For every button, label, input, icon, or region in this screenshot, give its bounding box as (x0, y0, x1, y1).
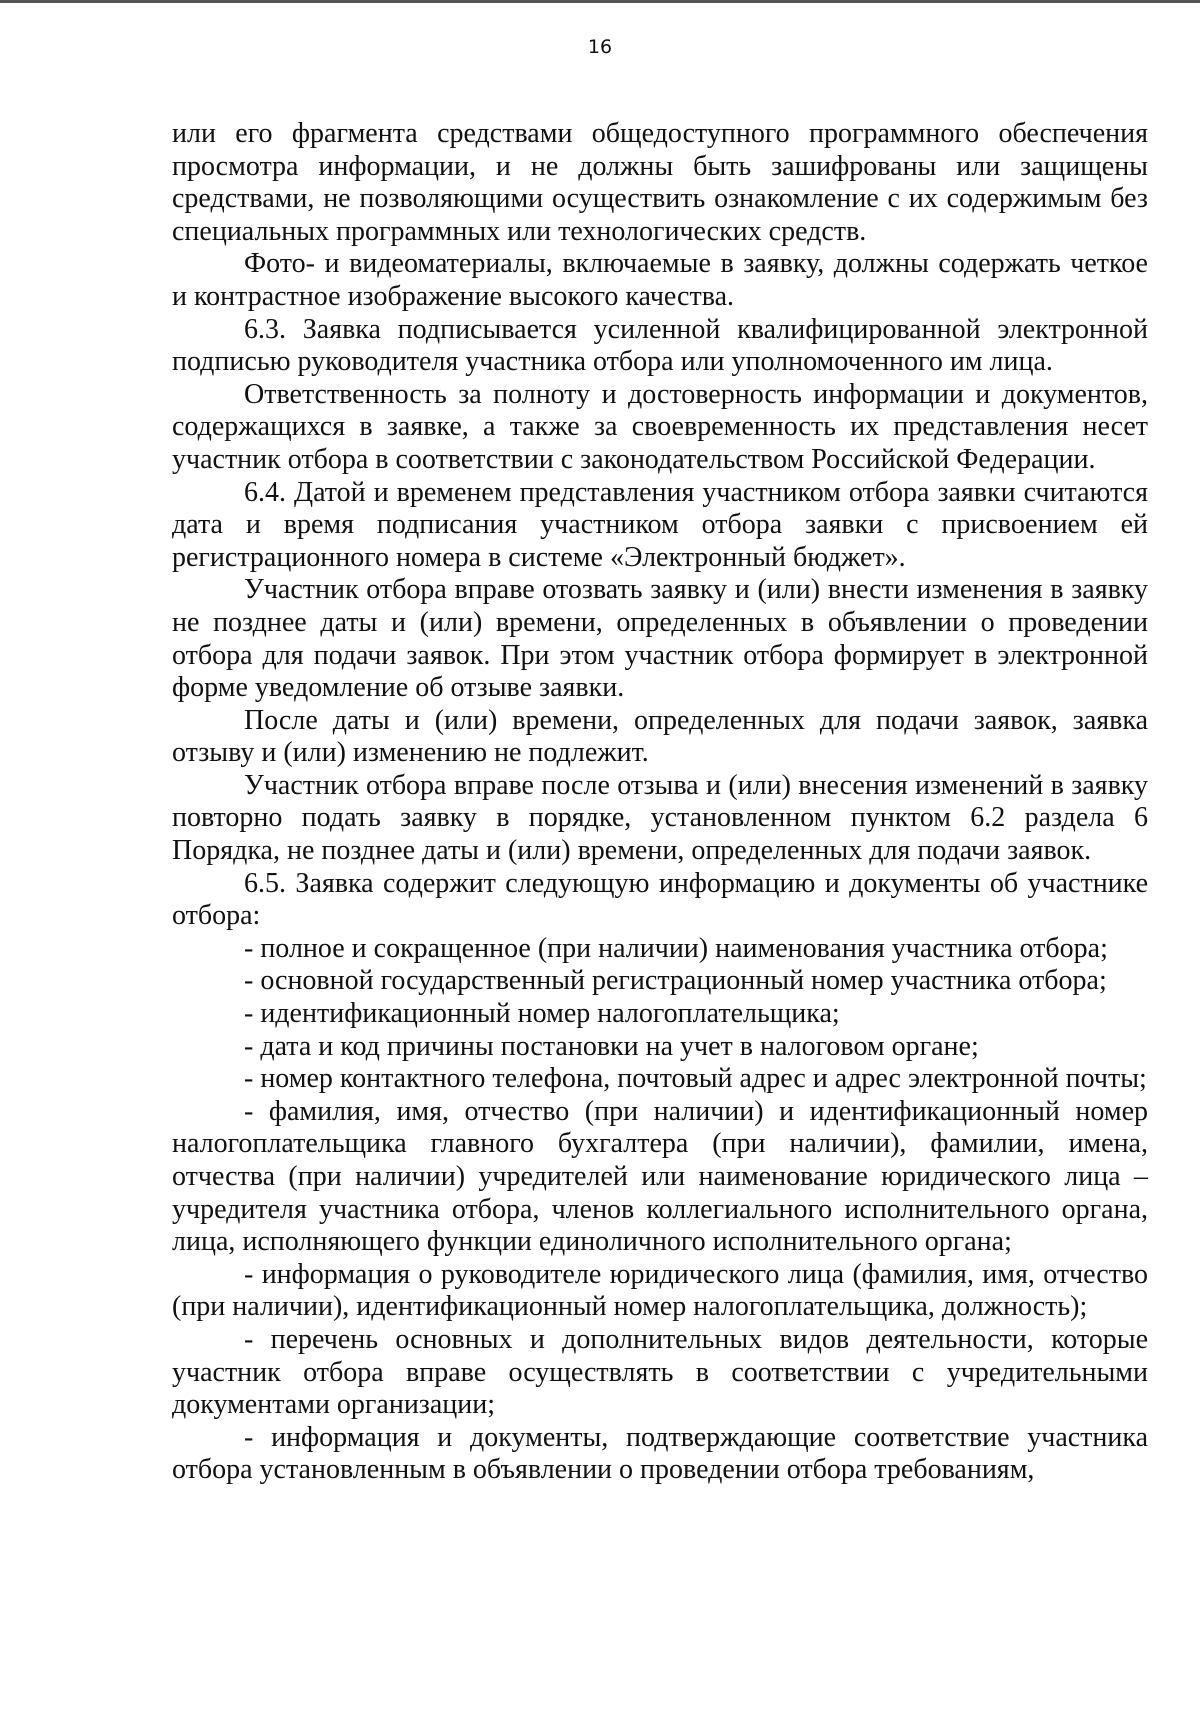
list-item: - перечень основных и дополнительных видов деятельности, которые участник отбора вправе осуществлять в соответствии с учредительными документами организации; (172, 1323, 1148, 1421)
paragraph: 6.4. Датой и временем представления участником отбора заявки считаются дата и время подписания участником отбора заявки с присвоением ей регистрационного номера в системе «Электронный бюджет». (172, 476, 1148, 573)
paragraph: 6.5. Заявка содержит следующую информацию и документы об участнике отбора: (172, 867, 1148, 932)
list-item: - идентификационный номер налогоплательщика; (244, 998, 840, 1030)
list-item: - номер контактного телефона, почтовый адрес и адрес электронной почты; (244, 1063, 1147, 1095)
list-item: - информация о руководителе юридического лица (фамилия, имя, отчество (при наличии), идентификационный номер налогоплательщика, должность); (172, 1258, 1148, 1323)
paragraph: Фото- и видеоматериалы, включаемые в заявку, должны содержать четкое и контрастное изображение высокого качества. (172, 248, 1148, 312)
paragraph: Участник отбора вправе после отзыва и (или) внесения изменений в заявку повторно подать заявку в порядке, установленном пунктом 6.2 раздела 6 Порядка, не позднее даты и (или) времени, определенных для подачи заявок. (172, 769, 1148, 867)
list-item: - фамилия, имя, отчество (при наличии) и идентификационный номер налогоплательщика главного бухгалтера (при наличии), фамилии, имена, отчества (при наличии) учредителей или наименование юридического лица – учредителя участника отбора, членов коллегиального исполнительного органа, лица, исполняющего функции единоличного исполнительного органа; (172, 1095, 1148, 1258)
document-body (172, 118, 1148, 1487)
paragraph: 6.3. Заявка подписывается усиленной квалифицированной электронной подписью руководителя участника отбора или уполномоченного им лица. (172, 313, 1148, 378)
list-item: - информация и документы, подтверждающие соответствие участника отбора установленным в объявлении о проведении отбора требованиям, (172, 1421, 1148, 1486)
paragraph: или его фрагмента средствами общедоступного программного обеспечения просмотра информации, и не должны быть зашифрованы или защищены средствами, не позволяющими осуществить ознакомление с их содержимым без специальных программных или технологических средств. (172, 118, 1148, 247)
list-item: - дата и код причины постановки на учет в налоговом органе; (244, 1030, 979, 1062)
paragraph: Ответственность за полноту и достоверность информации и документов, содержащихся в заявке, а также за своевременность их представления несет участник отбора в соответствии с законодательством Российской Федерации. (172, 378, 1148, 475)
list-item: - основной государственный регистрационный номер участника отбора; (244, 965, 1107, 997)
paragraph: Участник отбора вправе отозвать заявку и (или) внести изменения в заявку не позднее даты и (или) времени, определенных в объявлении о проведении отбора для подачи заявок. При этом участник отбора формирует в электронной форме уведомление об отзыве заявки. (172, 574, 1148, 704)
scan-edge (0, 0, 1200, 3)
page-number: 16 (587, 36, 613, 58)
paragraph: После даты и (или) времени, определенных для подачи заявок, заявка отзыву и (или) изменению не подлежит. (172, 704, 1148, 769)
list-item: - полное и сокращенное (при наличии) наименования участника отбора; (244, 932, 1108, 964)
